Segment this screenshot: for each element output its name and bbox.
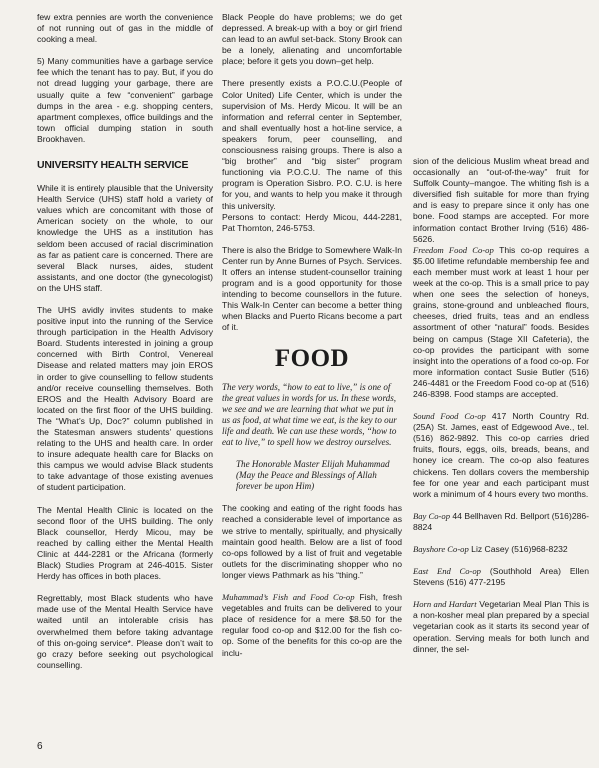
co-op-entry: [413, 511, 589, 533]
food-quote: The very words, “how to eat to live,” is one of the great values in words for us. In these words, we see and we are learning that what we put in us as food, at what time we eat, is the key to our life and death. We can use these words, “how to eat to live,” to spell how we destroy ourselves.: [222, 381, 397, 447]
column-right: [413, 156, 589, 666]
section-heading-food: FOOD: [274, 344, 350, 372]
paragraph: few extra pennies are worth the convenience of not running out of gas in the middle of cooking a meal.: [37, 12, 213, 45]
co-op-entry: [222, 592, 402, 659]
co-op-name: East End Co-op: [413, 566, 481, 577]
page-number: 6: [37, 741, 43, 752]
co-op-description: Liz Casey (516)968-8232: [468, 544, 568, 554]
quote-attribution: The Honorable Master Elijah Muhammad (May the Peace and Blessings of Allah forever be upon Him): [236, 459, 390, 492]
paragraph: Black People do have problems; we do get depressed. A break-up with a boy or girl friend can lead to an awful set-back. Stony Brook can be a lonely, alienating and uncomfortable place; before it gets you down–get help.: [222, 12, 402, 67]
paragraph: sion of the delicious Muslim wheat bread and occasionally an “out-of-the-way” fruit for Suffolk County–mangoe. The whiting fish is a diversified fish suitable for more than frying and is easy to prepare since it only has one bone. Food stamps are accepted. For more information contact Brother Irving (516) 486-5626.: [413, 156, 589, 244]
co-op-description: Fish, fresh vegetables and fruits can be delivered to your place of residence for a mere $8.50 for the regular food co-op and $12.00 for the fish co-op. Some of the benefits for this co-op are the inclu-: [222, 592, 402, 658]
paragraph: There presently exists a P.O.C.U.(People of Color United) Life Center, which is under the supervision of Ms. Herdy Micou. It will be an information and referral center in September, and shall eventually host a hot-line service, a speakers forum, peer counselling, and consciousness raising groups. There is also a “big brother” and “big sister” program functioning via P.O.C.U. The name of this program is Operation Sisbro. P.O. C.U. is here for you, and wants to help you make it through this university.: [222, 78, 402, 211]
co-op-entry: [413, 245, 589, 400]
paragraph: 5) Many communities have a garbage service fee which the tenant has to pay. But, if you do not dread lugging your garbage, there are usually quite a few “convenient” garbage dumps in the area - e.g. shopping centers, apartment complexes, office buildings and the town official dumping station in south Brookhaven.: [37, 56, 213, 144]
paragraph: While it is entirely plausible that the University Health Service (UHS) staff hold a variety of values which are concomitant with those of American society on the whole, to our knowledge the UHS as a institution has seldom been accused of racial discrimination as far as patient care is concerned. There are several Black nurses, aides, student assistants, and one doctor (the gynecologist) on the UHS staff.: [37, 183, 213, 293]
co-op-name: Muhammad’s Fish and Food Co-op: [222, 592, 355, 603]
contact-line: Persons to contact: Herdy Micou, 444-2281, Pat Thornton, 246-5753.: [222, 211, 402, 233]
co-op-name: Bay Co-op: [413, 510, 450, 521]
co-op-description: This co-op requires a $5.00 lifetime refundable membership fee and each member must work at least 1 hour per week at the co-op. This is a small price to pay when one sees the selection of honeys, grains, stone-ground and unbleached flours, cheeses, dried fruits, teas and an endless assortment of other “natural” foods. Besides being on campus (Stage XII Cafeteria), the co-op provides the participant with some insight into the operations of a food co-op. For more information contact Susie Butler (516) 246-4481 or the Freedom Food co-op at (516) 246-8398. Food stamps are accepted.: [413, 244, 589, 399]
co-op-entry: [413, 566, 589, 588]
co-op-description: (Southhold Area) Ellen Stevens (516) 477-2195: [413, 566, 589, 588]
paragraph: Regrettably, most Black students who have made use of the Mental Health Service have waited until an intolerable crisis has overwhelmed them before taking advantage of this on-going service*. Please don’t wait to go crazy before seeking out psychological counselling.: [37, 593, 213, 670]
co-op-name: Bayshore Co-op: [413, 544, 469, 554]
column-middle: [222, 12, 402, 670]
paragraph: The cooking and eating of the right foods has reached a considerable level of importance as we strive to mentally, spiritually, and physically maintain good health. Below are a list of food co-ops followed by a list of fruit and vegetable outlets for the discriminating shopper who no longer views Pathmark as his “thing.”: [222, 503, 402, 580]
co-op-entry: [413, 544, 589, 555]
co-op-description: 44 Bellhaven Rd. Bellport (516)286-8824: [413, 510, 590, 532]
co-op-entry: [413, 411, 589, 500]
paragraph: There is also the Bridge to Somewhere Walk-In Center run by Anne Burnes of Psych. Services. It offers an intense student-counsellor training program and is a good opportunity for those intending to become counsellors in the future. This Walk-In Center can become a better thing when Blacks and Puerto Ricans become a part of it.: [222, 244, 402, 333]
co-op-name: Horn and Hardart: [413, 599, 477, 610]
co-op-name: Sound Food Co-op: [413, 411, 486, 422]
section-heading-health-service: UNIVERSITY HEALTH SERVICE: [37, 159, 189, 172]
column-left: [37, 12, 213, 682]
co-op-entry: [413, 599, 589, 654]
co-op-name: Freedom Food Co-op: [413, 244, 494, 255]
co-op-description: 417 North Country Rd. (25A) St. James, east of Edgewood Ave., tel. (516) 862-9892. This co-op carries dried fruits, flours, eggs, oils, breads, beans, and honey ice cream. The co-op also features chickens. Ten dollars covers the membership fee for one year and each participant must work a minimum of 4 hours every two months.: [413, 411, 589, 499]
paragraph: The UHS avidly invites students to make positive input into the running of the Service through participation in the Health Advisory Board. Students interested in joining a group concerned with Birth Control, Venereal Disease and related matters may join EROS in order to give counselling to fellow students and/or receive counselling themselves. Both EROS and the Health Advisory Board are located on the first floor of the UHS building. The “What’s Up, Doc?” column published in the Statesman answers students’ questions relating to the UHS and health care. In order to insure adequate health care for Blacks on this campus we would advise Black students to take advantage of those existing avenues of student participation.: [37, 304, 213, 493]
paragraph: The Mental Health Clinic is located on the second floor of the UHS building. The only Black counsellor, Herdy Micou, may be reached by calling either the Mental Health Clinic at 444-2281 or the Africana (formerly Black) Studies Program at 246-4015. Sister Herdy has offices in both places.: [37, 504, 213, 582]
co-op-description: Vegetarian Meal Plan This is a non-kosher meal plan prepared by a special vegetarian cook as it starts its second year of operation. Serving meals for both lunch and dinner, the sel-: [413, 599, 589, 654]
